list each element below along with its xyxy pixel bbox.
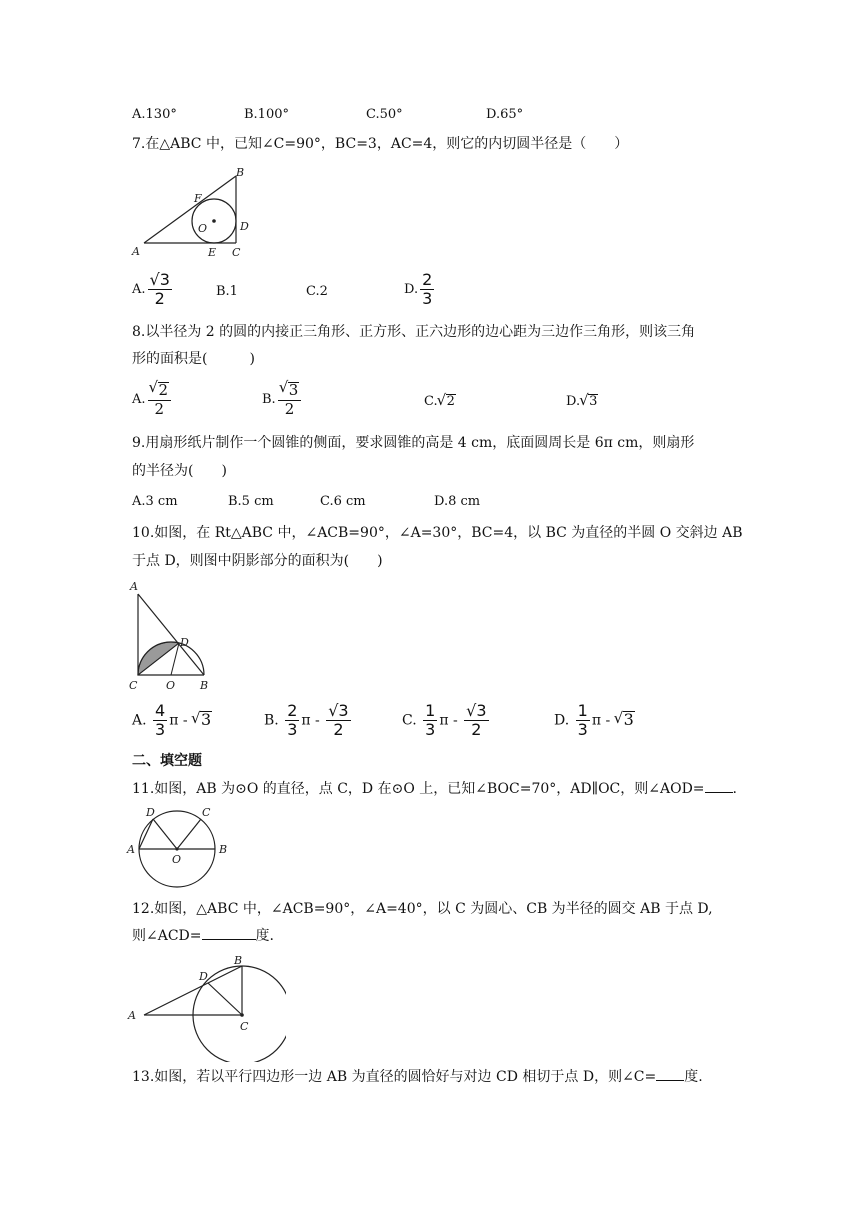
q7-figure	[128, 162, 258, 262]
q11-figure	[126, 804, 238, 890]
q10-label-a: A	[130, 580, 138, 593]
q10-question-line2: 于点 D，则图中阴影部分的面积为( )	[132, 553, 383, 569]
q10-label-o: O	[166, 679, 176, 692]
q7-label-d: D	[240, 220, 249, 233]
q10-figure	[124, 578, 214, 692]
q10-option-d: D. $\frac{1}{3}$ π - √ 3	[554, 703, 635, 738]
q10-question-line1: 10.如图，在 Rt△ABC 中，∠ACB=90°，∠A=30°，BC=4，以 BC 为直径的半圆 O 交斜边 AB	[132, 525, 743, 541]
q7-label-e: E	[208, 246, 217, 259]
q13-question: 13.如图，若以平行四边形一边 AB 为直径的圆恰好与对边 CD 相切于点 D，则∠C= 度.	[132, 1069, 703, 1085]
q9-question-line1: 9.用扇形纸片制作一个圆锥的侧面，要求圆锥的高是 4 cm，底面圆周长是 6π cm，则扇形	[132, 435, 695, 451]
q11-label-o: O	[172, 853, 182, 866]
q9-option-c: C.6 cm	[320, 494, 366, 509]
section-heading-fill-in: 二、填空题	[132, 753, 202, 769]
q10-label-b: B	[200, 679, 209, 692]
q8-option-a: A. √ $\frac{2}{2}$	[132, 382, 173, 417]
q7-option-a: A. $\frac{√3}{2}$	[132, 270, 170, 308]
q12-label-b: B	[234, 954, 243, 967]
q12-label-c: C	[240, 1020, 249, 1033]
q7-label-b: B	[236, 166, 245, 179]
q10-label-c: C	[129, 679, 138, 692]
q11-label-c: C	[202, 806, 211, 819]
q12-label-d: D	[199, 970, 208, 983]
q10-option-c: C. $\frac{1}{3}$ π - $\frac{√3}{2}$	[402, 701, 487, 739]
q11-label-b: B	[219, 843, 228, 856]
q11-question: 11.如图，AB 为⊙O 的直径，点 C，D 在⊙O 上，已知∠BOC=70°，AD∥OC，则∠AOD= .	[132, 781, 737, 797]
q9-option-a: A.3 cm	[132, 494, 178, 509]
q7-question: 7.在△ABC 中，已知∠C=90°，BC=3，AC=4，则它的内切圆半径是（ ）	[132, 136, 629, 152]
q8-question-line2: 形的面积是( )	[132, 351, 255, 367]
q8-option-d: D.√ 3	[566, 393, 598, 411]
q8-question-line1: 8.以半径为 2 的圆的内接正三角形、正方形、正六边形的边心距为三边作三角形，则该三角	[132, 324, 696, 340]
q7-option-b: B.1	[216, 284, 238, 299]
q12-figure	[124, 952, 286, 1062]
q10-option-a: A. $\frac{4}{3}$ π - √ 3	[132, 703, 212, 738]
q6-option-a: A.130°	[132, 107, 177, 122]
q8-option-b: B. √ $\frac{3}{2}$	[262, 382, 303, 417]
q6-option-d: D.65°	[486, 107, 524, 122]
q9-option-d: D.8 cm	[434, 494, 481, 509]
q7-label-c: C	[232, 246, 241, 259]
q9-question-line2: 的半径为( )	[132, 463, 227, 479]
q11-label-a: A	[127, 843, 135, 856]
q7-option-c: C.2	[306, 284, 328, 299]
q8-option-c: C.√ 2	[424, 393, 456, 411]
q7-option-d: D. $\frac{2}{3}$	[404, 270, 433, 308]
q12-question-line1: 12.如图，△ABC 中，∠ACB=90°，∠A=40°，以 C 为圆心、CB 为半径的圆交 AB 于点 D,	[132, 901, 713, 917]
q7-label-o: O	[198, 222, 208, 235]
q6-option-c: C.50°	[366, 107, 403, 122]
q9-option-b: B.5 cm	[228, 494, 274, 509]
q12-label-a: A	[128, 1009, 136, 1022]
q7-label-a: A	[132, 245, 140, 258]
q6-option-b: B.100°	[244, 107, 289, 122]
q10-option-b: B. $\frac{2}{3}$ π - $\frac{√3}{2}$	[264, 701, 349, 739]
q12-question-line2: 则∠ACD= 度.	[132, 928, 274, 944]
q10-label-d: D	[180, 636, 189, 649]
q11-label-d: D	[146, 806, 155, 819]
q7-label-f: F	[194, 192, 202, 205]
